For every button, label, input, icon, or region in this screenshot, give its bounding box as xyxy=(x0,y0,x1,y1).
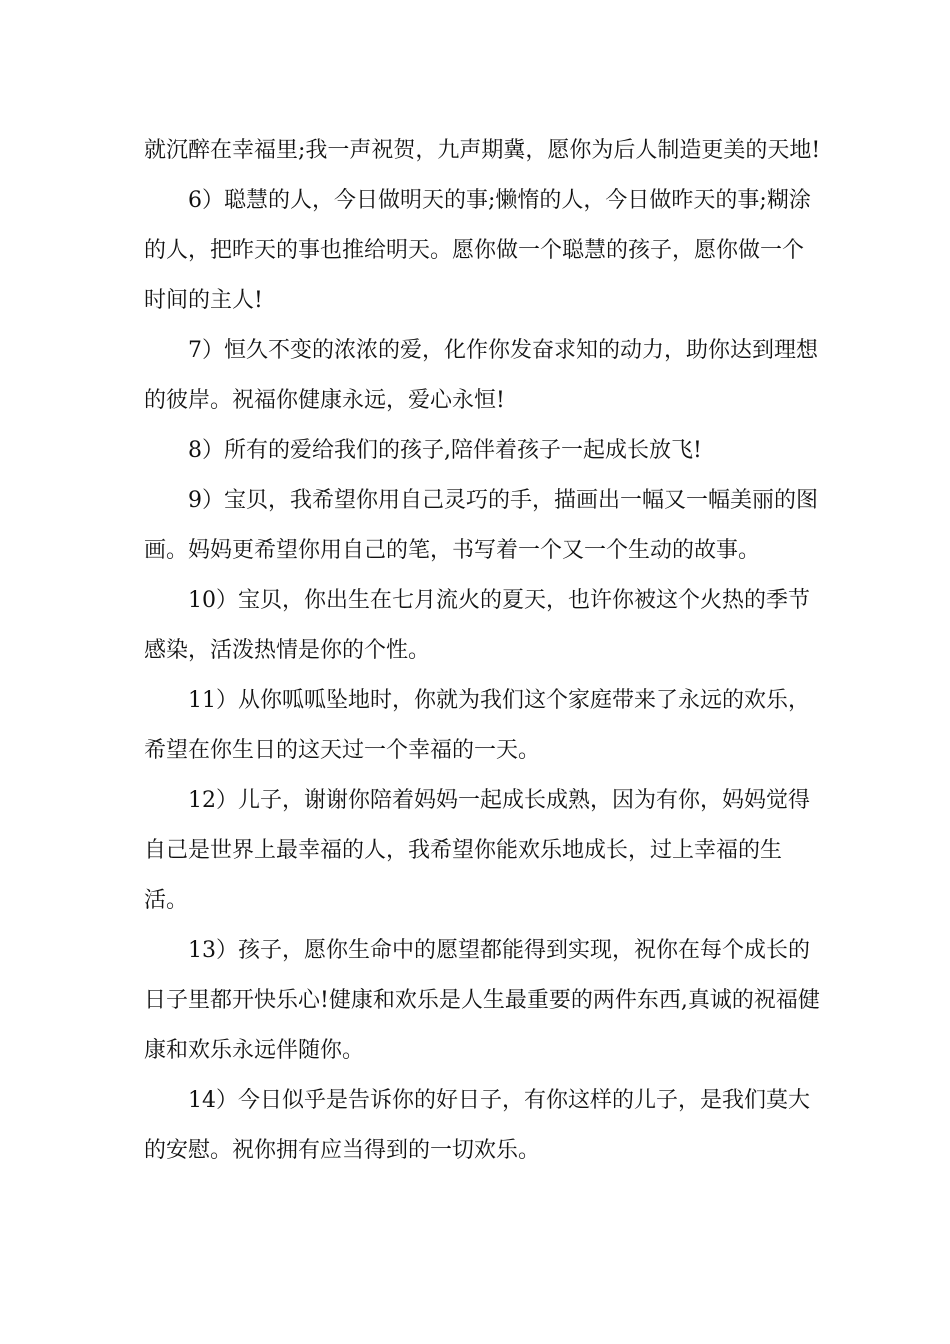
paragraph-item-14: 14）今日似乎是告诉你的好日子，有你这样的儿子，是我们莫大的安慰。祝你拥有应当得到的一切欢乐。 xyxy=(144,1088,810,1163)
document-body xyxy=(144,126,824,1176)
paragraph-item-7: 7）恒久不变的浓浓的爱，化作你发奋求知的动力，助你达到理想的彼岸。祝福你健康永远，爱心永恒! xyxy=(144,338,818,413)
paragraph-item-9: 9）宝贝，我希望你用自己灵巧的手，描画出一幅又一幅美丽的图画。妈妈更希望你用自己的笔，书写着一个又一个生动的故事。 xyxy=(144,488,818,563)
paragraph-item-12: 12）儿子，谢谢你陪着妈妈一起成长成熟，因为有你，妈妈觉得自己是世界上最幸福的人，我希望你能欢乐地成长，过上幸福的生活。 xyxy=(144,788,810,913)
paragraph-item-8: 8）所有的爱给我们的孩子,陪伴着孩子一起成长放飞! xyxy=(188,438,702,463)
paragraph-item-11: 11）从你呱呱坠地时，你就为我们这个家庭带来了永远的欢乐，希望在你生日的这天过一个幸福的一天。 xyxy=(144,688,810,763)
paragraph-item-13: 13）孩子，愿你生命中的愿望都能得到实现，祝你在每个成长的日子里都开快乐心!健康和欢乐是人生最重要的两件东西,真诚的祝福健康和欢乐永远伴随你。 xyxy=(144,938,820,1063)
paragraph-continuation: 就沉醉在幸福里;我一声祝贺，九声期冀，愿你为后人制造更美的天地! xyxy=(144,138,821,163)
paragraph-item-6: 6）聪慧的人，今日做明天的事;懒惰的人，今日做昨天的事;糊涂的人，把昨天的事也推给明天。愿你做一个聪慧的孩子，愿你做一个时间的主人! xyxy=(144,188,811,313)
paragraph-item-10: 10）宝贝，你出生在七月流火的夏天，也许你被这个火热的季节感染，活泼热情是你的个性。 xyxy=(144,588,810,663)
